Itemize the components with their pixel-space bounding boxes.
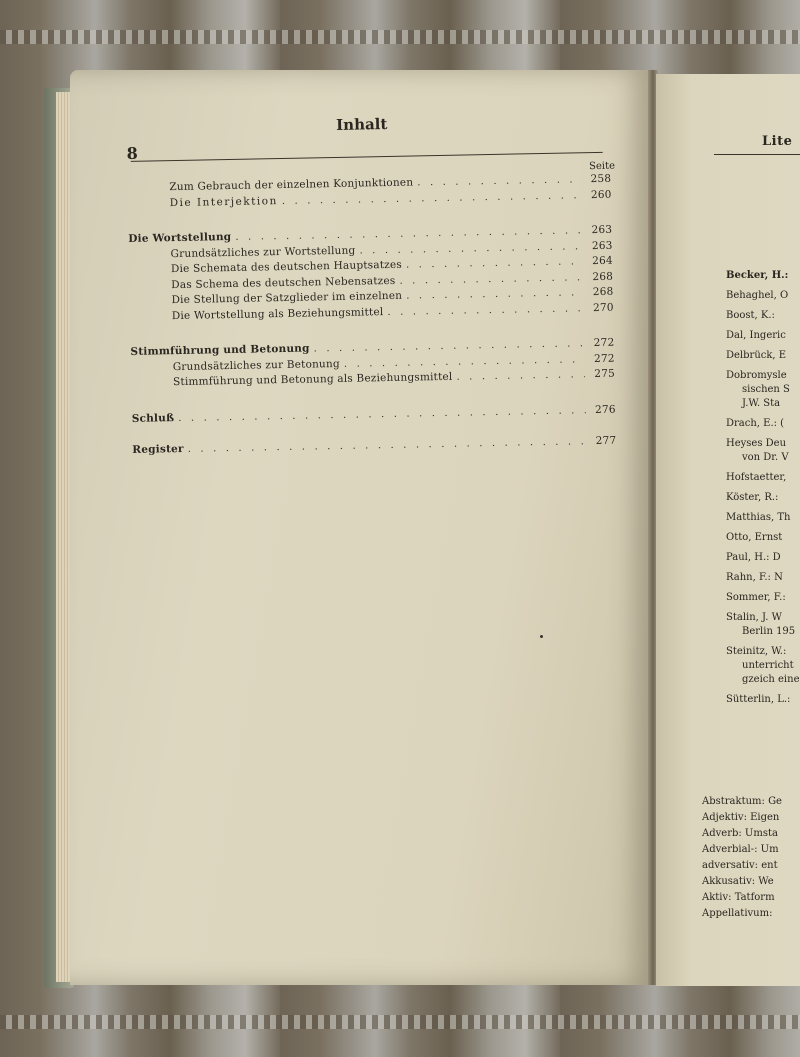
literature-entry: Rahn, F.: N <box>726 572 783 583</box>
glossary-entry: Appellativum: <box>702 908 773 919</box>
toc-entry-page: 275 <box>594 367 616 381</box>
toc-entry-label: Stimmführung und Betonung als Beziehungsmittel <box>172 370 453 389</box>
toc-entry-label: Die Schemata des deutschen Hauptsatzes <box>170 258 403 276</box>
toc-section-label: Register <box>132 442 184 456</box>
paper-speck <box>540 635 543 638</box>
glossary-entry: Abstraktum: Ge <box>702 796 782 807</box>
literature-entry: Behaghel, O <box>726 290 789 301</box>
glossary-entry: Adjektiv: Eigen <box>702 812 780 823</box>
toc-entry-label: Die Stellung der Satzglieder im einzelnen <box>171 289 403 307</box>
literature-entry: gzeich eine <box>742 674 800 685</box>
running-head: Lite <box>762 134 793 149</box>
toc-section-label: Stimmführung und Betonung <box>130 342 310 358</box>
literature-entry: Dal, Ingeric <box>726 330 786 341</box>
literature-entry: Sommer, F.: <box>726 592 786 603</box>
toc-entry-page: 272 <box>593 336 615 350</box>
literature-entry: Stalin, J. W <box>726 612 782 623</box>
glossary-entry: Aktiv: Tatform <box>702 892 775 903</box>
leader-dots <box>387 302 584 318</box>
toc-section-label: Schluß <box>131 411 175 425</box>
tablecloth-pattern <box>0 30 800 44</box>
literature-entry: von Dr. V <box>742 452 789 463</box>
toc-entry-page: 263 <box>591 239 613 252</box>
toc-entry-page: 272 <box>593 352 615 365</box>
table-of-contents <box>127 173 616 460</box>
literature-entry: Boost, K.: <box>726 310 775 321</box>
literature-entry: J.W. Sta <box>742 398 781 409</box>
leader-dots <box>406 286 583 301</box>
toc-section-label: Die Wortstellung <box>128 231 232 245</box>
literature-content <box>656 74 800 986</box>
literature-entry: Becker, H.: <box>726 270 789 281</box>
tablecloth-pattern <box>0 1015 800 1029</box>
toc-entry-label: Grundsätzliches zur Betonung <box>172 357 340 373</box>
toc-entry-page: 264 <box>592 254 613 268</box>
glossary-entry: Adverb: Umsta <box>702 828 778 839</box>
toc-entry-page: 270 <box>592 301 614 314</box>
toc-entry-label: Die Interjektion <box>169 194 278 209</box>
toc-entry-page: 263 <box>591 223 613 237</box>
literature-entry: Otto, Ernst <box>726 532 783 543</box>
toc-entry-page: 268 <box>592 285 614 299</box>
toc-entry-page: 277 <box>595 434 617 448</box>
leader-dots <box>417 173 581 188</box>
literature-entry: Dobromysle <box>726 370 787 381</box>
literature-entry: Hofstaetter, <box>726 472 787 483</box>
literature-entry: Paul, H.: D <box>726 552 781 563</box>
literature-entry: Drach, E.: ( <box>726 418 785 429</box>
literature-entry: Delbrück, E <box>726 350 787 361</box>
toc-entry-page: 260 <box>590 188 612 201</box>
leader-dots <box>456 368 585 382</box>
toc-entry-page: 258 <box>590 172 612 186</box>
literature-entry: Steinitz, W.: <box>726 646 787 657</box>
toc-entry-page: 276 <box>594 403 616 416</box>
running-head: Inhalt <box>335 114 388 134</box>
literature-entry: Köster, R.: <box>726 492 779 503</box>
literature-entry: sischen S <box>742 384 790 395</box>
glossary-entry: Akkusativ: We <box>702 876 774 887</box>
page-column-label: Seite <box>589 160 616 173</box>
toc-entry-label: Die Wortstellung als Beziehungsmittel <box>171 305 384 322</box>
header-rule <box>714 154 800 155</box>
toc-entry-label: Das Schema des deutschen Nebensatzes <box>171 274 396 291</box>
literature-entry: Matthias, Th <box>726 512 791 523</box>
right-page <box>656 74 800 986</box>
literature-entry: Berlin 195 <box>742 626 796 637</box>
page-number: 8 <box>126 143 139 163</box>
literature-entry: Sütterlin, L.: <box>726 694 791 705</box>
toc-entry-page: 268 <box>592 270 614 283</box>
glossary-entry: adversativ: ent <box>702 860 778 871</box>
toc-entry-label: Grundsätzliches zur Wortstellung <box>170 244 356 260</box>
glossary-entry: Adverbial-: Um <box>702 844 779 855</box>
leader-dots <box>399 271 583 287</box>
leader-dots <box>406 255 583 270</box>
literature-entry: Heyses Deu <box>726 438 787 449</box>
toc-entry-label: Zum Gebrauch der einzelnen Konjunktionen <box>169 176 414 194</box>
literature-entry: unterricht <box>742 660 794 671</box>
